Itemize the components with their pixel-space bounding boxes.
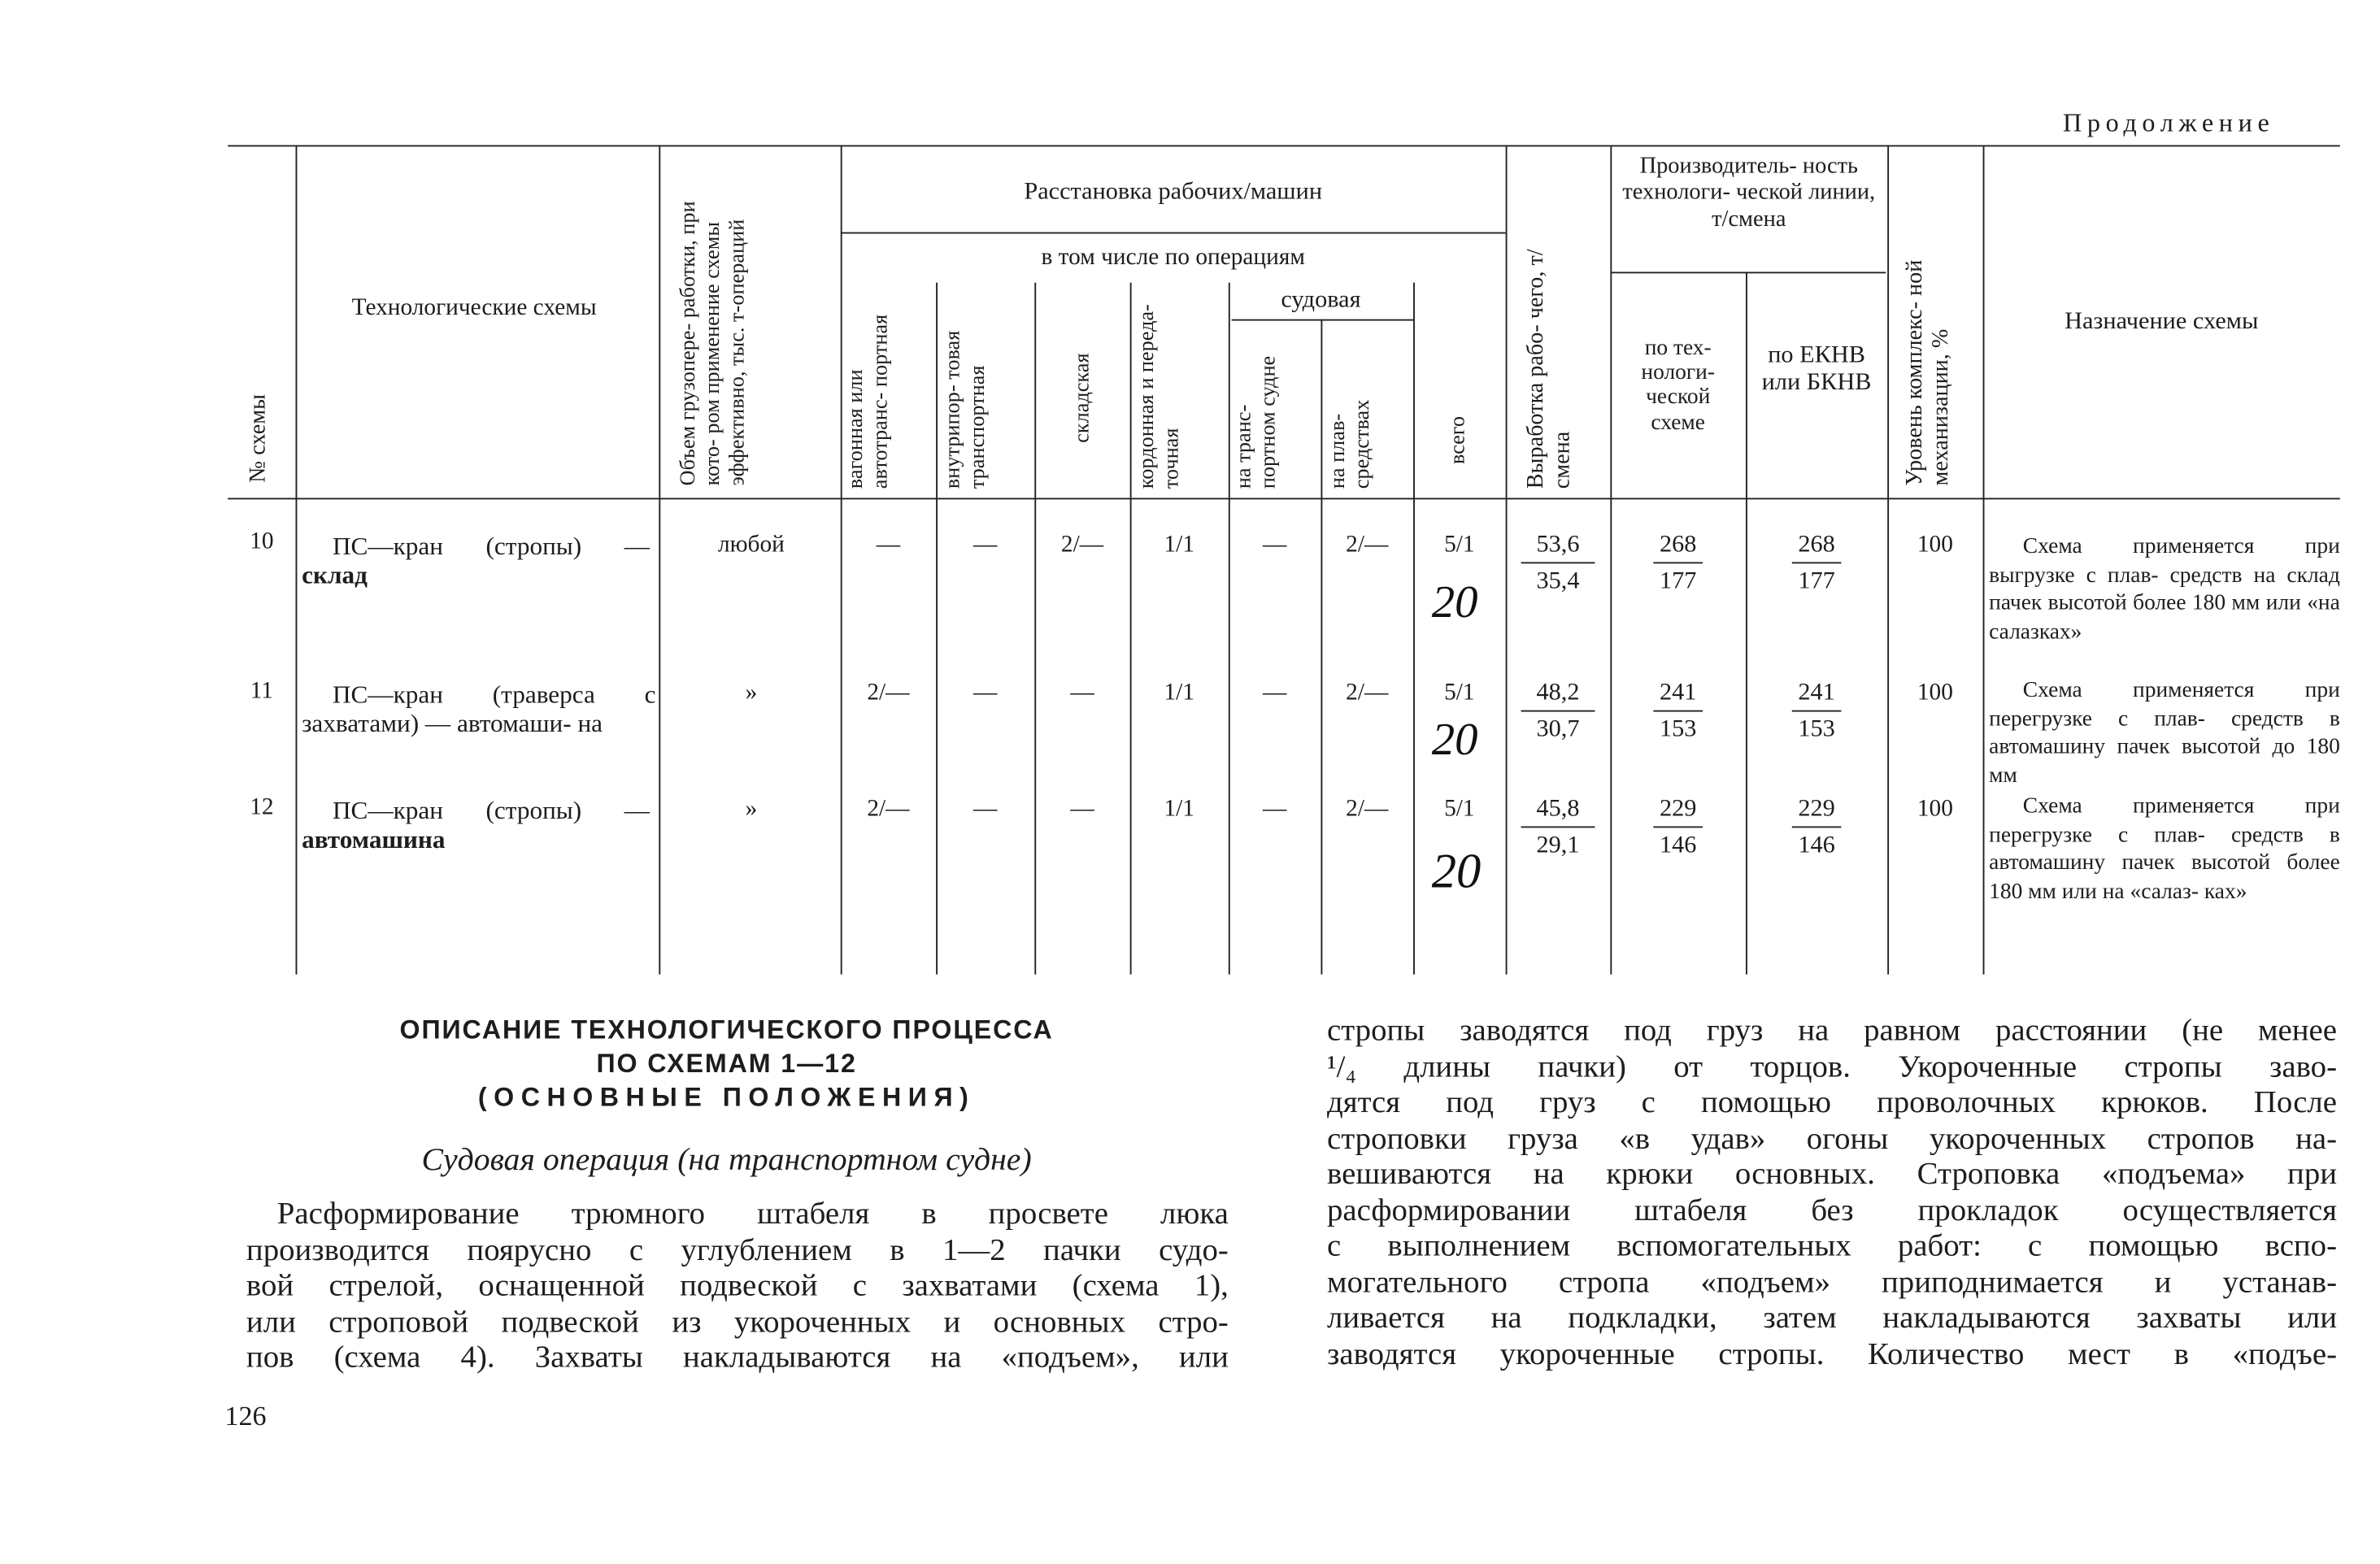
row-number: 12: [250, 794, 274, 820]
header-on-floating: на плав- средствах: [1327, 399, 1376, 489]
warehouse-value: —: [1070, 680, 1094, 706]
warehouse-value: —: [1070, 795, 1094, 822]
productivity-eknv-value: $\frac{268}{177}$: [1770, 530, 1863, 596]
right-column-text: стропы заводятся под груз на равном расстоянии (не менее ¹/₄ длины пачки) от торцов. Укороченные стропы заво- дятся под груз с помощью проволочных крюков. После строповки груза «в удав» огоны укороченных стропов на- вешиваются на крюки основных. Строповка «подъема» при расформировании штабеля без прокладок осуществляется с выполнением вспомогательных работ: с помощью вспо- могательного стропа «подъем» приподнимается и устанав- ливается на подкладки, затем накладываются захваты или заводятся укороченные стропы. Количество мест в «подъе-: [1327, 1014, 2338, 1371]
header-internal-transport: внутрипор- товая транспортная: [942, 330, 990, 489]
output-value: $\frac{48,2}{30,7}$: [1512, 678, 1604, 744]
purpose-text: Схема применяется при перегрузке с плав- средств в автомашину пачек высотой до 180 мм: [1989, 678, 2340, 788]
total-value: 5/1: [1444, 531, 1475, 558]
car-truck-value: 2/—: [867, 795, 910, 822]
header-by-eknv: по ЕКНВ или БКНВ: [1761, 341, 1872, 397]
left-column-text: Расформирование трюмного штабеля в просвете люка производится поярусно с углублением в 1—2 пачки судо- вой стрелой, оснащенной подвеской с захватами (схема 1), или строповой подвеской из укороченных и основных стро- пов (схема 4). Захваты накладываются на «подъем», или: [246, 1197, 1229, 1375]
header-volume: Объем грузопере- работки, при кото- ром применение схемы эффективно, тыс. т-операций: [677, 201, 751, 486]
header-total: всего: [1447, 415, 1471, 465]
mechanization-value: 100: [1917, 795, 1953, 822]
header-including: в том числе по операциям: [1041, 244, 1305, 271]
car-truck-value: 2/—: [867, 680, 910, 706]
header-mechanization: Уровень комплекс- ной механизации, %: [1903, 259, 1955, 486]
header-on-transport-ship: на транс- портном судне: [1233, 355, 1281, 489]
internal-value: —: [973, 531, 998, 558]
header-tech-schemes: Технологические схемы: [351, 294, 597, 321]
scheme-name: ПС—кран (стропы) — склад: [302, 531, 650, 590]
car-truck-value: —: [876, 531, 901, 558]
cordon-value: 1/1: [1164, 531, 1195, 558]
internal-value: —: [973, 795, 998, 822]
page-number: 126: [224, 1400, 267, 1431]
header-purpose: Назначение схемы: [2065, 308, 2259, 335]
header-by-tech-scheme: по тех- нологи- ческой схеме: [1641, 336, 1715, 435]
on-ship-value: —: [1262, 531, 1287, 558]
section-title: ОПИСАНИЕ ТЕХНОЛОГИЧЕСКОГО ПРОЦЕССА ПО СХЕМАМ 1—12 (ОСНОВНЫЕ ПОЛОЖЕНИЯ): [399, 1015, 1054, 1112]
row-number: 11: [250, 678, 274, 705]
scheme-name: ПС—кран (траверса с захватами) — автомаши- на: [302, 680, 656, 738]
purpose-text: Схема применяется при выгрузке с плав- средств на склад пачек высотой более 180 мм или «на салазках»: [1989, 534, 2340, 644]
productivity-tech-value: $\frac{229}{146}$: [1632, 794, 1725, 860]
header-ship: судовая: [1281, 287, 1361, 314]
header-car-truck: вагонная или автотранс- портная: [845, 314, 894, 489]
productivity-eknv-value: $\frac{241}{153}$: [1770, 678, 1863, 744]
handwritten-mark: 20: [1431, 715, 1478, 766]
scheme-name: ПС—кран (стропы) — автомашина: [302, 795, 650, 854]
mechanization-value: 100: [1917, 680, 1953, 706]
on-ship-value: —: [1262, 795, 1287, 822]
total-value: 5/1: [1444, 795, 1475, 822]
mechanization-value: 100: [1917, 531, 1953, 558]
header-output: Выработка рабо- чего, т/смена: [1524, 249, 1576, 489]
volume: любой: [717, 531, 785, 558]
total-value: 5/1: [1444, 680, 1475, 706]
cordon-value: 1/1: [1164, 680, 1195, 706]
handwritten-mark: 20: [1431, 843, 1482, 898]
volume: »: [745, 680, 758, 706]
header-warehouse: складская: [1071, 353, 1095, 443]
section-subtitle: Судовая операция (на транспортном судне): [421, 1140, 1032, 1178]
volume: »: [745, 795, 758, 822]
productivity-tech-value: $\frac{241}{153}$: [1632, 678, 1725, 744]
row-number: 10: [250, 528, 274, 555]
handwritten-mark: 20: [1431, 577, 1478, 628]
on-ship-value: —: [1262, 680, 1287, 706]
output-value: $\frac{53,6}{35,4}$: [1512, 530, 1604, 596]
header-productivity: Производитель- ность технологи- ческой линии, т/смена: [1622, 154, 1876, 232]
productivity-eknv-value: $\frac{229}{146}$: [1770, 794, 1863, 860]
on-floating-value: 2/—: [1346, 680, 1389, 706]
continuation-label: Продолжение: [2063, 108, 2275, 138]
header-placement: Расстановка рабочих/машин: [1024, 178, 1323, 205]
warehouse-value: 2/—: [1060, 531, 1104, 558]
output-value: $\frac{45,8}{29,1}$: [1512, 794, 1604, 860]
on-floating-value: 2/—: [1346, 531, 1389, 558]
header-scheme-no: № схемы: [246, 393, 272, 483]
internal-value: —: [973, 680, 998, 706]
cordon-value: 1/1: [1164, 795, 1195, 822]
on-floating-value: 2/—: [1346, 795, 1389, 822]
header-cordon: кордонная и переда- точная: [1136, 304, 1185, 489]
productivity-tech-value: $\frac{268}{177}$: [1632, 530, 1725, 596]
purpose-text: Схема применяется при перегрузке с плав- средств в автомашину пачек высотой более 180 мм или на «салаз- ках»: [1989, 794, 2340, 904]
